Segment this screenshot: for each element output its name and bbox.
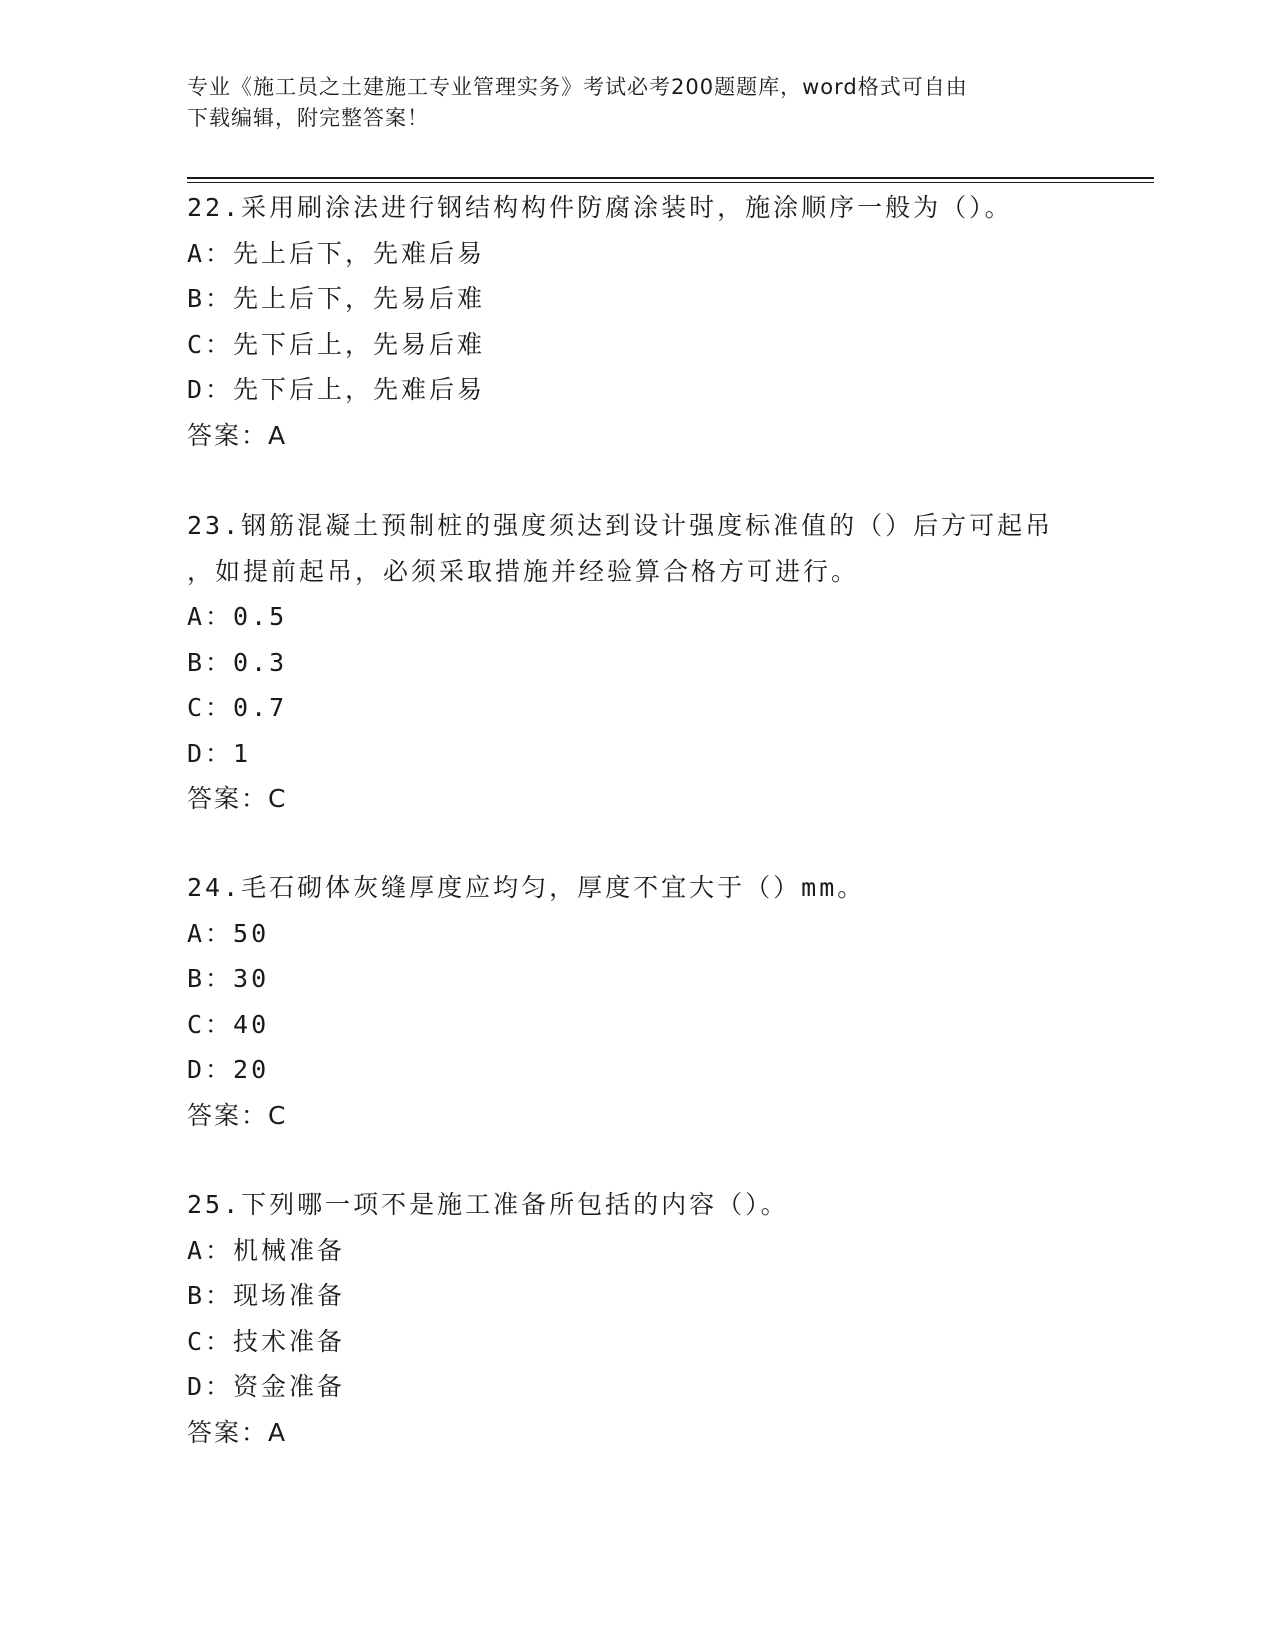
question-24 xyxy=(187,865,1087,1138)
option-c: C：0.7 xyxy=(187,693,288,722)
document-header xyxy=(187,72,1067,134)
question-stem-continued: ，如提前起吊，必须采取措施并经验算合格方可进行。 xyxy=(187,556,860,586)
option-c: C：技术准备 xyxy=(187,1326,346,1356)
answer-line: 答案：A xyxy=(187,1417,288,1447)
option-c: C：40 xyxy=(187,1009,270,1039)
option-c: C：先下后上，先易后难 xyxy=(187,329,486,359)
option-a: A：0.5 xyxy=(187,602,288,631)
header-line-2: 下载编辑，附完整答案！ xyxy=(187,106,429,130)
option-d: D：资金准备 xyxy=(187,1372,346,1401)
answer-line: 答案：C xyxy=(187,1100,288,1130)
question-22 xyxy=(187,185,1087,458)
question-stem: 25.下列哪一项不是施工准备所包括的内容（）。 xyxy=(187,1190,789,1219)
option-a: A：50 xyxy=(187,918,270,948)
answer-line: 答案：A xyxy=(187,420,288,450)
option-d: D：先下后上，先难后易 xyxy=(187,375,486,404)
header-line-1: 专业《施工员之土建施工专业管理实务》考试必考200题题库，word格式可自由 xyxy=(187,75,968,99)
question-25 xyxy=(187,1182,1087,1455)
header-divider-thick xyxy=(187,177,1154,179)
header-divider-thin xyxy=(187,182,1154,183)
option-d: D：1 xyxy=(187,738,252,768)
option-a: A：先上后下，先难后易 xyxy=(187,238,486,268)
option-b: B：先上后下，先易后难 xyxy=(187,284,486,313)
question-stem: 22.采用刷涂法进行钢结构构件防腐涂装时，施涂顺序一般为（）。 xyxy=(187,193,1013,222)
option-b: B：0.3 xyxy=(187,647,288,677)
answer-line: 答案：C xyxy=(187,784,288,813)
question-stem: 24.毛石砌体灰缝厚度应均匀，厚度不宜大于（）mm。 xyxy=(187,873,866,902)
option-b: B：现场准备 xyxy=(187,1281,346,1310)
option-d: D：20 xyxy=(187,1055,270,1084)
question-stem: 23.钢筋混凝土预制桩的强度须达到设计强度标准值的（）后方可起吊 xyxy=(187,511,1054,540)
option-b: B：30 xyxy=(187,964,270,993)
question-23 xyxy=(187,503,1087,822)
option-a: A：机械准备 xyxy=(187,1235,346,1265)
